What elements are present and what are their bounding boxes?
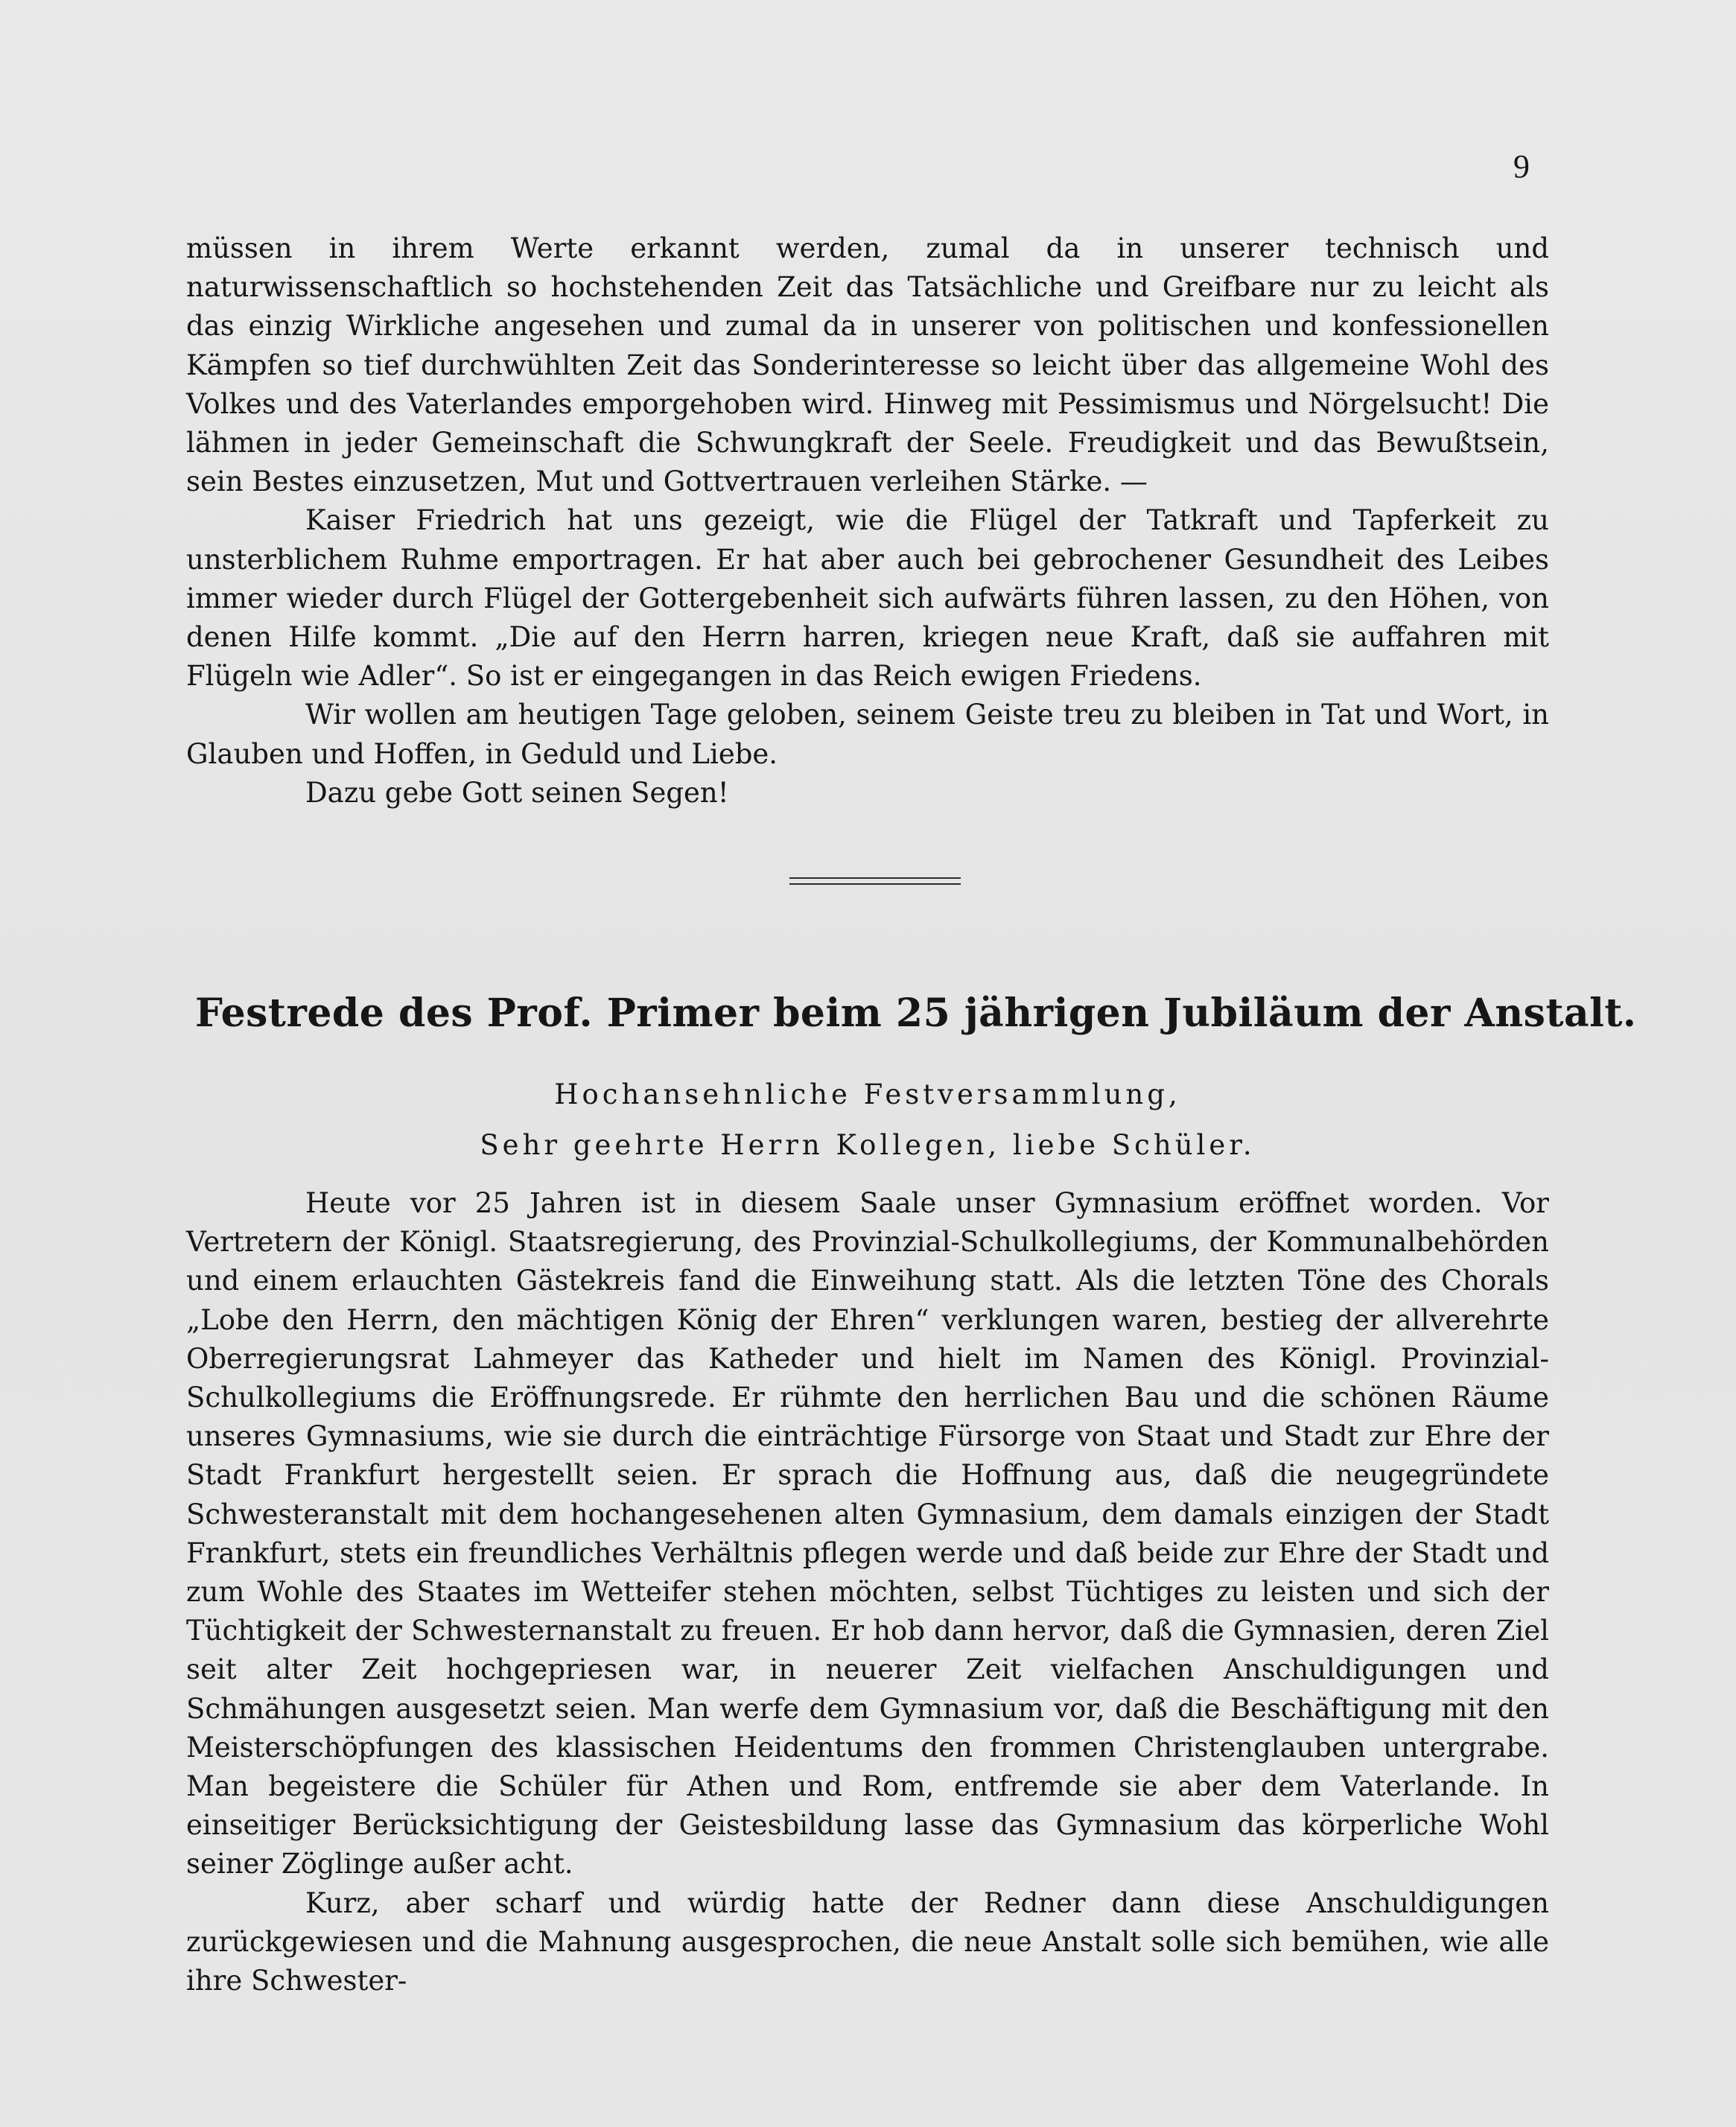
salutation-line: Hochansehnliche Festversammlung, (554, 1078, 1181, 1110)
paragraph: Kaiser Friedrich hat uns gezeigt, wie die Flügel der Tatkraft und Tapferkeit zu unsterblichem Ruhme emportragen. Er hat aber auch bei gebrochener Gesundheit des Leibes immer wieder durch Flügel der Gottergebenheit sich aufwärts führen lassen, zu den Höhen, von denen Hilfe kommt. „Die auf den Herrn harren, kriegen neue Kraft, daß sie auffahren mit Flügeln wie Adler“. So ist er eingegangen in das Reich ewigen Friedens. (186, 504, 1549, 693)
text-block-speech (186, 1184, 1549, 2000)
divider-line (789, 883, 961, 885)
section-title: Festrede des Prof. Primer beim 25 jährigen Jubiläum der Anstalt. (195, 991, 1637, 1036)
paragraph: Heute vor 25 Jahren ist in diesem Saale unser Gymnasium eröffnet worden. Vor Vertretern der Königl. Staatsregierung, des Provinzial-Schulkollegiums, der Kommunalbehörden und einem erlauchten Gästekreis fand die Einweihung statt. Als die letzten Töne des Chorals „Lobe den Herrn, den mächtigen König der Ehren“ verklungen waren, bestieg der allverehrte Oberregierungsrat Lahmeyer das Katheder und hielt im Namen des Königl. Provinzial-Schulkollegiums die Eröffnungsrede. Er rühmte den herrlichen Bau und die schönen Räume unseres Gymnasiums, wie sie durch die einträchtige Fürsorge von Staat und Stadt zur Ehre der Stadt Frankfurt hergestellt seien. Er sprach die Hoffnung aus, daß die neugegründete Schwesteranstalt mit dem hochangesehenen alten Gymnasium, dem damals einzigen der Stadt Frankfurt, stets ein freundliches Verhältnis pflegen werde und daß beide zur Ehre der Stadt und zum Wohle des Staates im Wetteifer stehen möchten, selbst Tüchtiges zu leisten und sich der Tüchtigkeit der Schwesternanstalt zu freuen. Er hob dann hervor, daß die Gymnasien, deren Ziel seit alter Zeit hochgepriesen war, in neuerer Zeit vielfachen Anschuldigungen und Schmähungen ausgesetzt seien. Man werfe dem Gymnasium vor, daß die Beschäftigung mit den Meisterschöpfungen des klassischen Heidentums den frommen Christenglauben untergrabe. Man begeistere die Schüler für Athen und Rom, entfremde sie aber dem Vaterlande. In einseitiger Berücksichtigung der Geistesbildung lasse das Gymnasium das körperliche Wohl seiner Zöglinge außer acht. (186, 1187, 1549, 1880)
paragraph: Kurz, aber scharf und würdig hatte der Redner dann diese Anschuldigungen zurückgewiesen und die Mahnung ausgesprochen, die neue Anstalt solle sich bemühen, wie alle ihre Schwester- (186, 1886, 1549, 1997)
page-number: 9 (1513, 148, 1530, 185)
text-block-continuation (186, 229, 1549, 813)
salutation-line: Sehr geehrte Herrn Kollegen, liebe Schüler. (480, 1129, 1256, 1161)
paragraph: Dazu gebe Gott seinen Segen! (305, 776, 729, 809)
paragraph: müssen in ihrem Werte erkannt werden, zumal da in unserer technisch und naturwissenschaftlich so hochstehenden Zeit das Tatsächliche und Greifbare nur zu leicht als das einzig Wirkliche angesehen und zumal da in unserer von politischen und konfessionellen Kämpfen so tief durchwühlten Zeit das Sonderinteresse so leicht über das allgemeine Wohl des Volkes und des Vaterlandes emporgehoben wird. Hinweg mit Pessimismus und Nörgelsucht! Die lähmen in jeder Gemeinschaft die Schwungkraft der Seele. Freudigkeit und das Bewußtsein, sein Bestes einzusetzen, Mut und Gottvertrauen verleihen Stärke. — (186, 232, 1549, 498)
divider-line (789, 877, 961, 879)
section-divider (789, 877, 961, 886)
paragraph: Wir wollen am heutigen Tage geloben, seinem Geiste treu zu bleiben in Tat und Wort, in Glauben und Hoffen, in Geduld und Liebe. (186, 699, 1549, 770)
